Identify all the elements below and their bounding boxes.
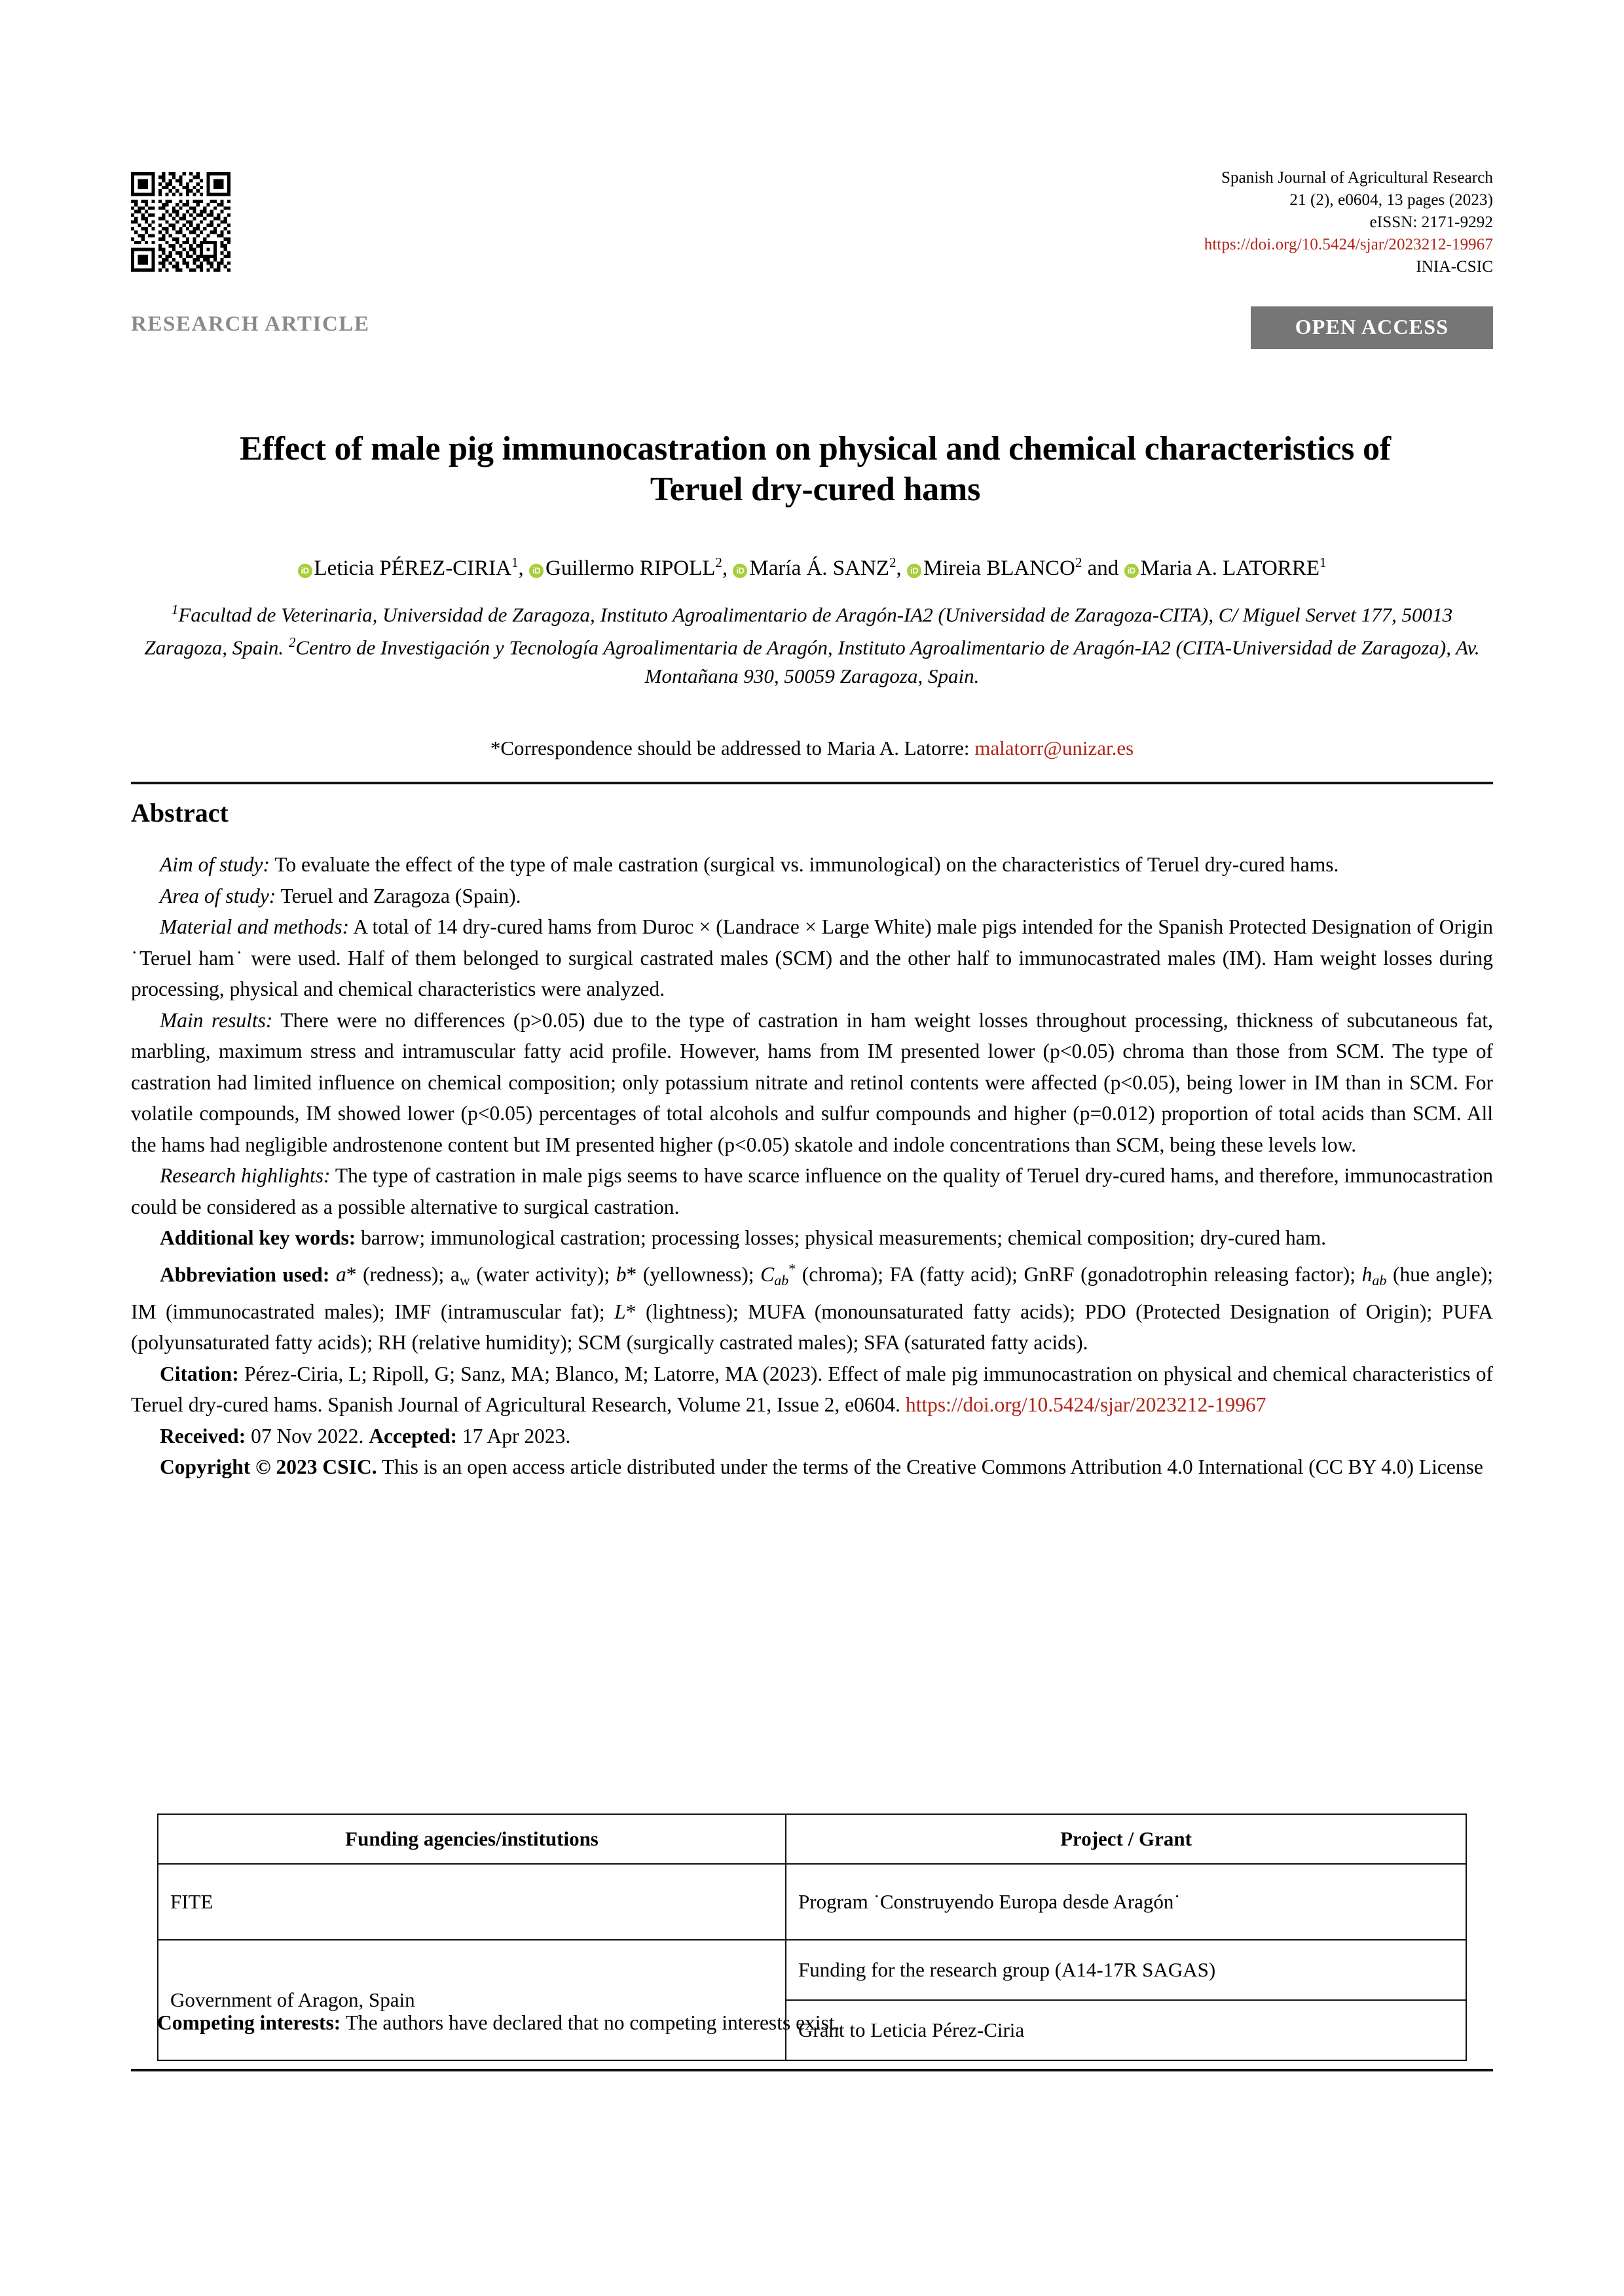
- abbrev-hab: h: [1361, 1263, 1373, 1286]
- project-grant-header: Project / Grant: [786, 1814, 1466, 1864]
- author-name: Mireia BLANCO: [923, 556, 1075, 580]
- funding-grant-cell: Grant to Leticia Pérez-Ciria: [786, 2000, 1466, 2060]
- correspondence-line: [131, 737, 1493, 760]
- accepted-label: Accepted:: [369, 1424, 458, 1448]
- abstract-citation-label: Citation:: [160, 1362, 239, 1385]
- competing-interests: [157, 2011, 1493, 2035]
- funding-agencies-header: Funding agencies/institutions: [158, 1814, 786, 1864]
- affiliation-marker: 1: [171, 602, 179, 617]
- qr-code[interactable]: [131, 172, 231, 272]
- abstract-copyright: [131, 1451, 1493, 1483]
- funding-agency-cell: Government of Aragon, Spain: [158, 1940, 786, 2060]
- page-header: [131, 167, 1493, 298]
- orcid-icon[interactable]: iD: [733, 564, 747, 578]
- abstract-results: [131, 1005, 1493, 1161]
- abstract-methods: [131, 911, 1493, 1005]
- copyright-text: This is an open access article distributed under the terms of the Creative Commons Attribution 4.0 International (CC BY 4.0) License: [377, 1455, 1483, 1478]
- journal-publisher: INIA-CSIC: [1416, 258, 1493, 276]
- author-affiliation-marker: 2: [889, 555, 896, 570]
- abstract-area-text: Teruel and Zaragoza (Spain).: [276, 884, 521, 907]
- orcid-icon[interactable]: iD: [907, 564, 921, 578]
- abbrev-aw-sub: w: [459, 1272, 470, 1288]
- abstract-citation-text: Pérez-Ciria, L; Ripoll, G; Sanz, MA; Blanco, M; Latorre, MA (2023). Effect of male pig immunocastration on physical and chemical characteristics of Teruel dry-cured hams. Spanish Journal of Agricultural Research, Volume 21, Issue 2, e0604.: [131, 1362, 1493, 1416]
- abstract-body: [131, 849, 1493, 1483]
- competing-interests-text: The authors have declared that no competing interests exist.: [341, 2011, 840, 2034]
- page-title: Effect of male pig immunocastration on physical and chemical characteristics of Teruel dry-cured hams: [240, 430, 1391, 508]
- table-header-row: [158, 1814, 1466, 1864]
- correspondence-text: *Correspondence should be addressed to Maria A. Latorre:: [490, 737, 975, 759]
- competing-interests-label: Competing interests:: [157, 2011, 341, 2034]
- abstract-keywords: [131, 1222, 1493, 1254]
- author-name: Maria A. LATORRE: [1140, 556, 1320, 580]
- author-name: Guillermo RIPOLL: [545, 556, 716, 580]
- abstract-highlights-text: The type of castration in male pigs seems to have scarce influence on the quality of Teruel dry-cured hams, and therefore, immunocastration could be considered as a possible alternative to surgical castration.: [131, 1164, 1493, 1218]
- abstract-abbrev-text: a* (redness); $a_w$ (water activity); b* (yellowness); $C_{ab}^*$ (chroma); FA (fatty acid); GnRF (gonadotrophin releasing factor); $h_{ab}$ (hue angle); IM (immunocastrated males); IMF (intramuscular fat); L* (lightness); MUFA (monounsaturated fatty acids); PDO (Protected Designation of Origin); PUFA (polyunsaturated fatty acids); RH (relative humidity); SCM (surgically castrated males); SFA (saturated fatty acids).: [131, 1260, 1494, 1354]
- divider-top: [131, 782, 1493, 784]
- abstract-abbrev-label: Abbreviation used:: [160, 1263, 330, 1286]
- received-label: Received:: [160, 1424, 246, 1448]
- abstract-citation: [131, 1358, 1493, 1421]
- abstract-highlights-label: Research highlights:: [160, 1164, 331, 1187]
- author-affiliation-marker: 2: [1075, 555, 1082, 570]
- funding-grant-cell: Funding for the research group (A14-17R SAGAS): [786, 1940, 1466, 2000]
- author-name: Leticia PÉREZ-CIRIA: [314, 556, 512, 580]
- abbrev-b-star: b: [616, 1263, 627, 1286]
- abbrev-cab: C: [760, 1263, 775, 1286]
- journal-name: Spanish Journal of Agricultural Research: [1221, 169, 1493, 187]
- divider-bottom: [131, 2069, 1493, 2071]
- research-article-label: RESEARCH ARTICLE: [131, 312, 370, 336]
- author-name: María Á. SANZ: [749, 556, 889, 580]
- abstract-area-label: Area of study:: [160, 884, 276, 907]
- abstract-results-label: Main results:: [160, 1008, 273, 1032]
- funding-agency-cell: FITE: [158, 1864, 786, 1940]
- abstract-keywords-label: Additional key words:: [160, 1226, 356, 1249]
- abbrev-l-star: L: [614, 1300, 626, 1323]
- correspondence-email-link[interactable]: malatorr@unizar.es: [974, 737, 1134, 759]
- journal-doi-link[interactable]: https://doi.org/10.5424/sjar/2023212-19967: [1204, 236, 1493, 253]
- open-access-badge: OPEN ACCESS: [1251, 306, 1493, 349]
- abbrev-a-star: a: [335, 1263, 346, 1286]
- abstract-keywords-text: barrow; immunological castration; processing losses; physical measurements; chemical composition; dry-cured ham.: [356, 1226, 1327, 1249]
- abstract-heading: Abstract: [131, 798, 229, 828]
- author-affiliation-marker: 1: [1320, 555, 1327, 570]
- abstract-abbreviations: [131, 1254, 1493, 1358]
- accepted-value: 17 Apr 2023.: [457, 1424, 571, 1448]
- orcid-icon[interactable]: iD: [298, 564, 312, 578]
- author-list: iD Leticia PÉREZ-CIRIA$^1$, iD Guillermo RIPOLL$^2$, iD María Á. SANZ$^2$, iD Mireia BLANCO$^2$ and iD Maria A. LATORRE$^1$: [131, 549, 1493, 582]
- orcid-icon[interactable]: iD: [529, 564, 544, 578]
- journal-info: [1204, 167, 1493, 278]
- abstract-area: [131, 881, 1493, 912]
- abstract-aim: [131, 849, 1493, 881]
- affiliation-marker: 2: [288, 634, 296, 651]
- received-value: 07 Nov 2022.: [246, 1424, 369, 1448]
- abstract-highlights: [131, 1160, 1493, 1222]
- article-type-row: [131, 306, 1493, 357]
- orcid-icon[interactable]: iD: [1124, 564, 1139, 578]
- abstract-dates: [131, 1421, 1493, 1452]
- table-row: [158, 1864, 1466, 1940]
- abstract-aim-label: Aim of study:: [160, 853, 270, 876]
- abstract-results-text: There were no differences (p>0.05) due to the type of castration in ham weight losses throughout processing, thickness of subcutaneous fat, marbling, maximum stress and intramuscular fatty acid profile. However, hams from IM presented lower (p<0.05) chroma than those from SCM. The type of castration had limited influence on chemical composition; only potassium nitrate and retinol contents were affected (p<0.05), being lower in IM than in SCM. For volatile compounds, IM showed lower (p<0.05) percentages of total alcohols and sulfur compounds and higher (p=0.012) proportion of total acids than SCM. All the hams had negligible androstenone content but IM presented higher (p<0.05) skatole and indole concentrations than SCM, being these levels low.: [131, 1008, 1493, 1156]
- abstract-methods-label: Material and methods:: [160, 915, 350, 938]
- abbrev-cab-sup: *: [788, 1260, 796, 1277]
- funding-table-head: [158, 1814, 1466, 1864]
- funding-grant-cell: Program ˙Construyendo Europa desde Aragón˙: [786, 1864, 1466, 1940]
- table-row: [158, 1940, 1466, 2000]
- citation-doi-link[interactable]: https://doi.org/10.5424/sjar/2023212-19967: [905, 1393, 1266, 1416]
- journal-issue: 21 (2), e0604, 13 pages (2023): [1289, 191, 1493, 209]
- journal-eissn: eISSN: 2171-9292: [1369, 213, 1493, 231]
- abstract-aim-text: To evaluate the effect of the type of male castration (surgical vs. immunological) on the characteristics of Teruel dry-cured hams.: [269, 853, 1339, 876]
- qr-code-graphic: [131, 172, 231, 272]
- author-affiliation-marker: 1: [511, 555, 519, 570]
- author-affiliation-marker: 2: [715, 555, 722, 570]
- affiliations: $^1$Facultad de Veterinaria, Universidad de Zaragoza, Instituto Agroalimentario de Aragón-IA2 (Universidad de Zaragoza-CITA), C/ Miguel Servet 177, 50013 Zaragoza, Spain. $^2$Centro de Investigación y Tecnología Agroalimentaria de Aragón, Instituto Agroalimentario de Aragón-IA2 (CITA-Universidad de Zaragoza), Av. Montañana 930, 50059 Zaragoza, Spain.: [144, 602, 1480, 687]
- abbrev-cab-sub: ab: [774, 1272, 789, 1288]
- abstract-methods-text: A total of 14 dry-cured hams from Duroc × (Landrace × Large White) male pigs intended for the Spanish Protected Designation of Origin ˙Teruel ham˙ were used. Half of them belonged to surgical castrated males (SCM) and the other half to immunocastrated males (IM). Ham weight losses during processing, physical and chemical characteristics were analyzed.: [131, 915, 1493, 1000]
- abbrev-hab-sub: ab: [1372, 1272, 1387, 1288]
- copyright-label: Copyright © 2023 CSIC.: [160, 1455, 377, 1478]
